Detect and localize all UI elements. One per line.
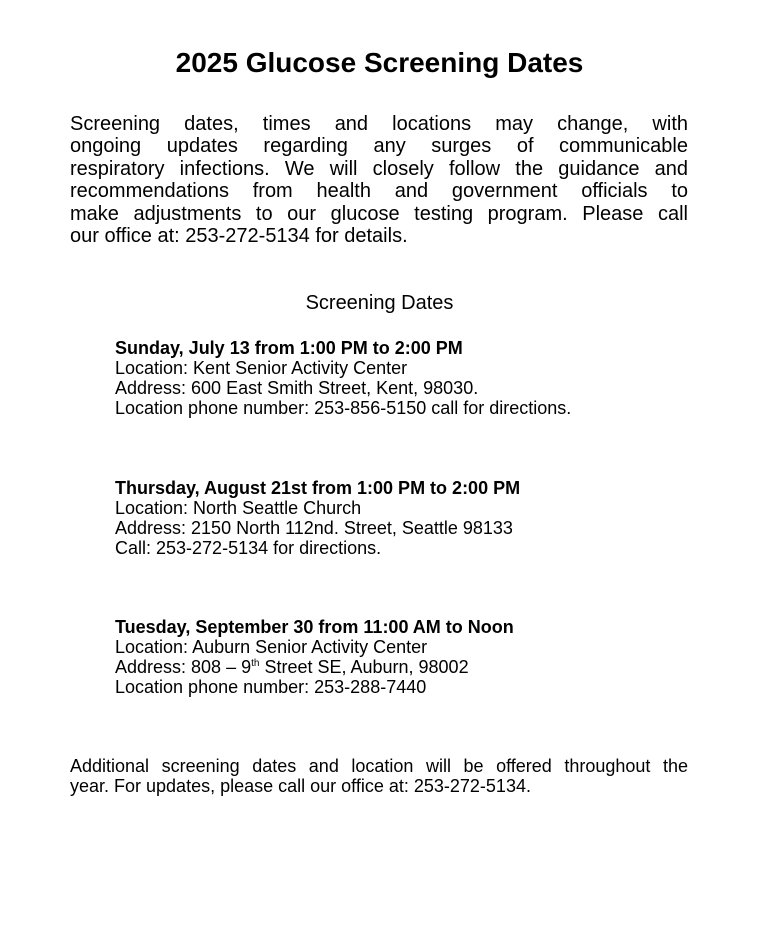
event-phone: Location phone number: 253-288-7440 — [115, 677, 427, 697]
address-suffix: Street SE, Auburn, 98002 — [259, 657, 469, 677]
screening-event-1 — [115, 338, 715, 418]
event-location: Location: Kent Senior Activity Center — [115, 358, 408, 378]
intro-line: recommendations from health and government officials to — [70, 180, 688, 203]
event-datetime: Tuesday, September 30 from 11:00 AM to Noon — [115, 617, 514, 637]
event-datetime: Thursday, August 21st from 1:00 PM to 2:00 PM — [115, 478, 521, 498]
address-prefix: Address: 808 – 9 — [115, 657, 252, 677]
footer-line: year. For updates, please call our office at: 253-272-5134. — [70, 776, 531, 796]
page-title: 2025 Glucose Screening Dates — [175, 47, 584, 78]
event-location: Location: Auburn Senior Activity Center — [115, 637, 428, 657]
event-address — [115, 657, 715, 677]
event-address: Address: 2150 North 112nd. Street, Seattle 98133 — [115, 518, 513, 538]
event-phone: Call: 253-272-5134 for directions. — [115, 538, 382, 558]
event-phone: Location phone number: 253-856-5150 call for directions. — [115, 398, 572, 418]
intro-paragraph — [70, 113, 688, 247]
event-address: Address: 600 East Smith Street, Kent, 98030. — [115, 378, 479, 398]
event-datetime: Sunday, July 13 from 1:00 PM to 2:00 PM — [115, 338, 463, 358]
intro-line: make adjustments to our glucose testing program. Please call — [70, 202, 688, 225]
intro-line: respiratory infections. We will closely follow the guidance and — [70, 157, 688, 180]
event-location: Location: North Seattle Church — [115, 498, 362, 518]
screening-event-2 — [115, 478, 715, 558]
footer-paragraph — [70, 756, 688, 796]
screening-event-3 — [115, 617, 715, 697]
section-heading: Screening Dates — [305, 292, 454, 314]
intro-line: ongoing updates regarding any surges of communicable — [70, 135, 688, 158]
intro-line: our office at: 253-272-5134 for details. — [70, 225, 408, 248]
footer-line: Additional screening dates and location will be offered throughout the — [70, 756, 688, 776]
intro-line: Screening dates, times and locations may change, with — [70, 113, 688, 135]
ordinal-suffix: th — [251, 658, 260, 669]
